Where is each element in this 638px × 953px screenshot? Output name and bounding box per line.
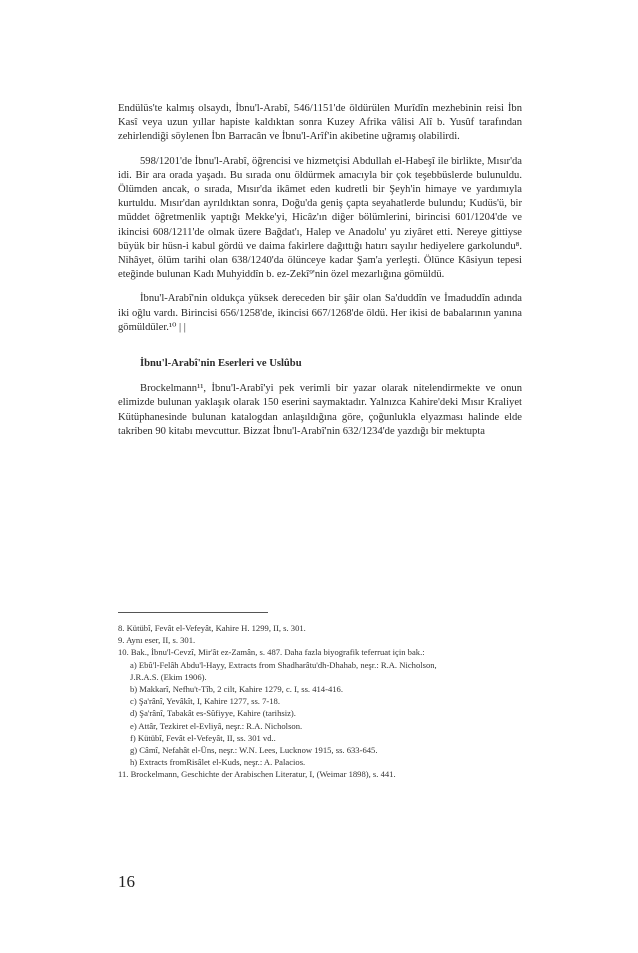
footnote-10-a: a) Ebû'l-Felâh Abdu'l-Hayy, Extracts from Shadharâtu'dh-Dhahab, neşr.: R.A. Nicholson,	[130, 659, 437, 670]
footnote-9: 9. Aynı eser, II, s. 301.	[118, 635, 196, 646]
body-text	[118, 102, 522, 439]
footnote-8: 8. Kütübî, Fevât el-Vefeyât, Kahire H. 1299, II, s. 301.	[118, 623, 306, 633]
section-heading: İbnu'l-Arabî'nin Eserleri ve Uslûbu	[140, 358, 302, 370]
paragraph-1: Endülüs'te kalmış olsaydı, İbnu'l-Arabî, 546/1151'de öldürülen Murîdîn mezhebinin reisi İbn Kasî veya uzun yıllar hapiste kaldıktan sonra Kuzey Afrika vâlisi Alî b. Yusûf tarafından zehirlendiği söylenen İbn Barracân ve İbnu'l-Arîf'in akibetine uğramış olabilirdi.	[118, 103, 522, 143]
footnote-10-f: f) Kütübî, Fevât el-Vefeyât, II, ss. 301 vd..	[130, 732, 276, 743]
footnote-10-a-cont: J.R.A.S. (Ekim 1906).	[130, 671, 207, 682]
footnote-11: 11. Brockelmann, Geschichte der Arabischen Literatur, I, (Weimar 1898), s. 441.	[118, 769, 396, 780]
page-number: 16	[118, 872, 135, 891]
footnote-10-b: b) Makkarî, Nefhu't-Tîb, 2 cilt, Kahire 1279, c. I, ss. 414-416.	[130, 684, 344, 695]
paragraph-2: 598/1201'de İbnu'l-Arabî, öğrencisi ve hizmetçisi Abdullah el-Habeşî ile birlikte, Mısır'da idi. Bir ara orada yaşadı. Bu sırada onu öldürmek amacıyla bir çok teşebbüslerde bulunuldu. Ölümden ancak, o sırada, Mısır'da ikâmet eden kudretli bir Şeyh'in himaye ve yardımıyla kurtuldu. Mısır'dan ayrıldıktan sonra, Doğu'da geniş çapta seyahatlerde bulundu; Kudüs'ü, bir müddet öğretmenlik yaptığı Mekke'yi, Hicâz'ın diğer bölümlerini, birincisi 601/1204'de ve ikincisi 608/1211'de olmak üzere Bağdat'ı, Halep ve Anadolu' yu ziyâret etti. Nereye gittiyse büyük bir hüsn-i kabul gördü ve daima fakirlere dağıttığı hatırı sayılır hediyelere garkolundu⁸. Nihâyet, ölüm tarihi olan 638/1240'da ölünceye kadar Şam'a yerleşti. Ölünce Kâsiyun tepesi eteğinde bulunan Kadı Muhyiddîn b. ez-Zekî⁹'nin özel mezarlığına gömüldü.	[118, 155, 522, 281]
footnote-divider	[118, 612, 268, 613]
paragraph-4: Brockelmann¹¹, İbnu'l-Arabî'yi pek verimli bir yazar olarak nitelendirmekte ve onun elimizde bulunan yaklaşık olarak 150 eserini saymaktadır. Yalnızca Kahire'deki Mısır Kraliyet Kütüphanesinde bulunan katalogdan anlaşıldığına göre, çoğunlukla elyazması halinde elde takriben 90 kitabı mevcuttur. Bizzat İbnu'l-Arabî'nin 632/1234'de yazdığı bir mektupta	[118, 383, 522, 437]
footnote-10-g: g) Câmî, Nefahât el-Üns, neşr.: W.N. Lees, Lucknow 1915, ss. 633-645.	[130, 745, 378, 756]
footnote-10-d: d) Şa'rânî, Tabakât es-Sûfiyye, Kahire (tarihsiz).	[130, 708, 296, 719]
footnote-10-c: c) Şa'rânî, Yevâkît, I, Kahire 1277, ss. 7-18.	[130, 696, 281, 707]
footnotes	[118, 622, 522, 781]
paragraph-3: İbnu'l-Arabî'nin oldukça yüksek dereceden bir şâir olan Sa'duddîn ve İmaduddîn adında iki oğlu vardı. Birincisi 656/1258'de, ikincisi 667/1268'de öldü. Her ikisi de babalarının yanına gömüldüler.¹⁰ | |	[118, 293, 522, 333]
footnote-10: 10. Bak., İbnu'l-Cevzî, Mir'ât ez-Zamân, s. 487. Daha fazla biyografik teferruat için bak.:	[118, 647, 425, 658]
footnote-10-e: e) Attâr, Tezkiret el-Evliyâ, neşr.: R.A. Nicholson.	[130, 720, 303, 731]
footnote-10-h: h) Extracts fromRisâlet el-Kuds, neşr.: A. Palacios.	[130, 757, 306, 768]
